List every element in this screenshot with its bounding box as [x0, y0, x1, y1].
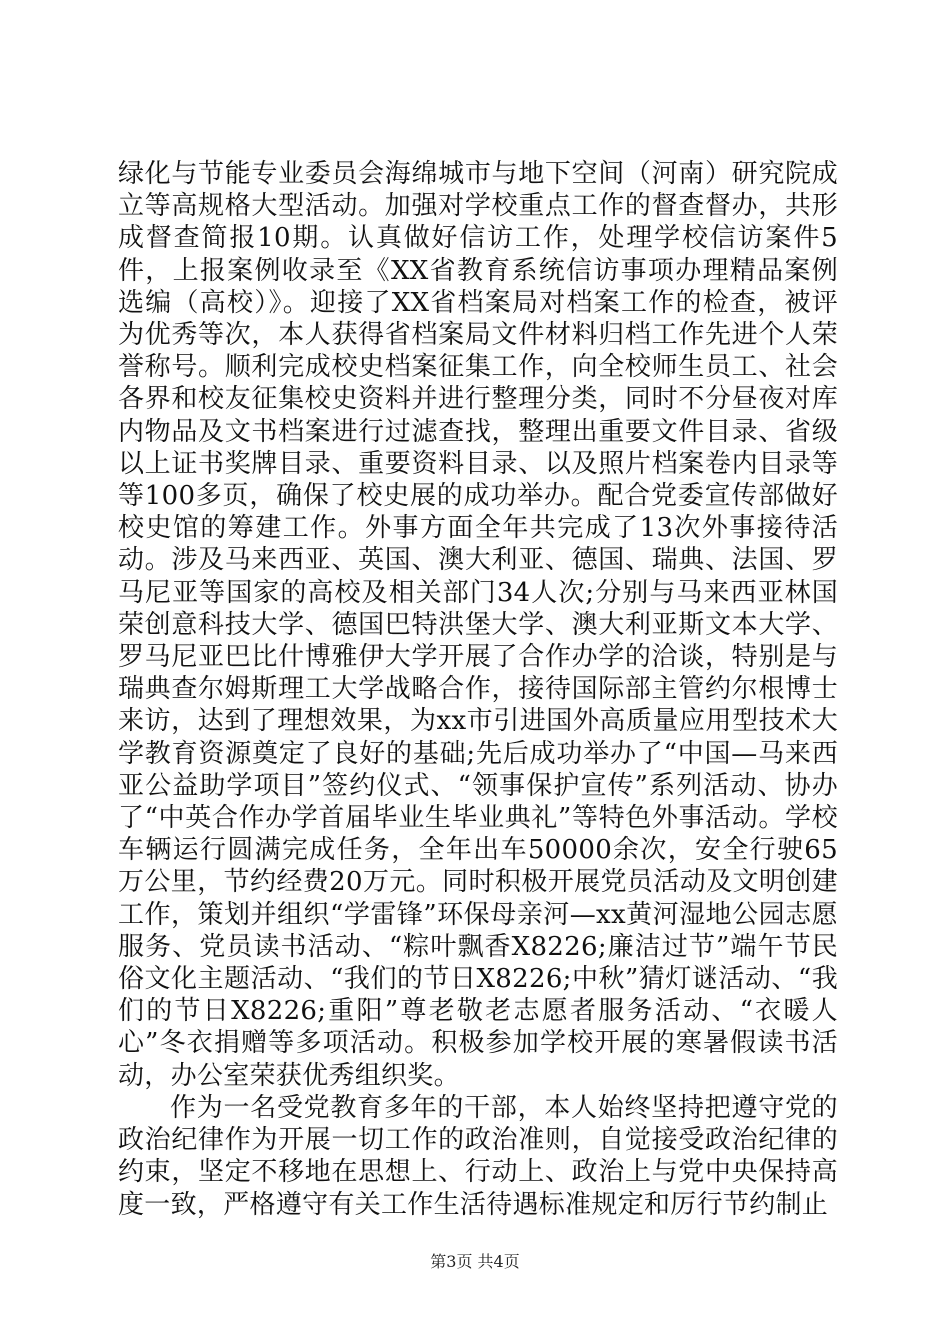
page-footer: 第3页 共4页: [430, 1252, 520, 1271]
document-body: [118, 158, 838, 1221]
paragraph-work-summary: 绿化与节能专业委员会海绵城市与地下空间（河南）研究院成立等高规格大型活动。加强对学校重点工作的督查督办，共形成督查简报10期。认真做好信访工作，处理学校信访案件5件，上报案例收录至《XX省教育系统信访事项办理精品案例选编（高校）》。迎接了XX省档案局对档案工作的检查，被评为优秀等次，本人获得省档案局文件材料归档工作先进个人荣誉称号。顺利完成校史档案征集工作，向全校师生员工、社会各界和校友征集校史资料并进行整理分类，同时不分昼夜对库内物品及文书档案进行过滤查找，整理出重要文件目录、省级以上证书奖牌目录、重要资料目录、以及照片档案卷内目录等等100多页，确保了校史展的成功举办。配合党委宣传部做好校史馆的筹建工作。外事方面全年共完成了13次外事接待活动。涉及马来西亚、英国、澳大利亚、德国、瑞典、法国、罗马尼亚等国家的高校及相关部门34人次;分别与马来西亚林国荣创意科技大学、德国巴特洪堡大学、澳大利亚斯文本大学、罗马尼亚巴比什博雅伊大学开展了合作办学的洽谈，特别是与瑞典查尔姆斯理工大学战略合作，接待国际部主管约尔根博士来访，达到了理想效果，为xx市引进国外高质量应用型技术大学教育资源奠定了良好的基础;先后成功举办了“中国—马来西亚公益助学项目”签约仪式、“领事保护宣传”系列活动、协办了“中英合作办学首届毕业生毕业典礼”等特色外事活动。学校车辆运行圆满完成任务，全年出车50000余次，安全行驶65万公里，节约经费20万元。同时积极开展党员活动及文明创建工作，策划并组织“学雷锋”环保母亲河—xx黄河湿地公园志愿服务、党员读书活动、“粽叶飘香X8226;廉洁过节”端午节民俗文化主题活动、“我们的节日X8226;中秋”猜灯谜活动、“我们的节日X8226;重阳”尊老敬老志愿者服务活动、“衣暖人心”冬衣捐赠等多项活动。积极参加学校开展的寒暑假读书活动，办公室荣获优秀组织奖。: [118, 159, 838, 1091]
paragraph-political-discipline: 作为一名受党教育多年的干部，本人始终坚持把遵守党的政治纪律作为开展一切工作的政治准则，自觉接受政治纪律的约束，坚定不移地在思想上、行动上、政治上与党中央保持高度一致，严格遵守有关工作生活待遇标准规定和厉行节约制止: [118, 1092, 838, 1220]
